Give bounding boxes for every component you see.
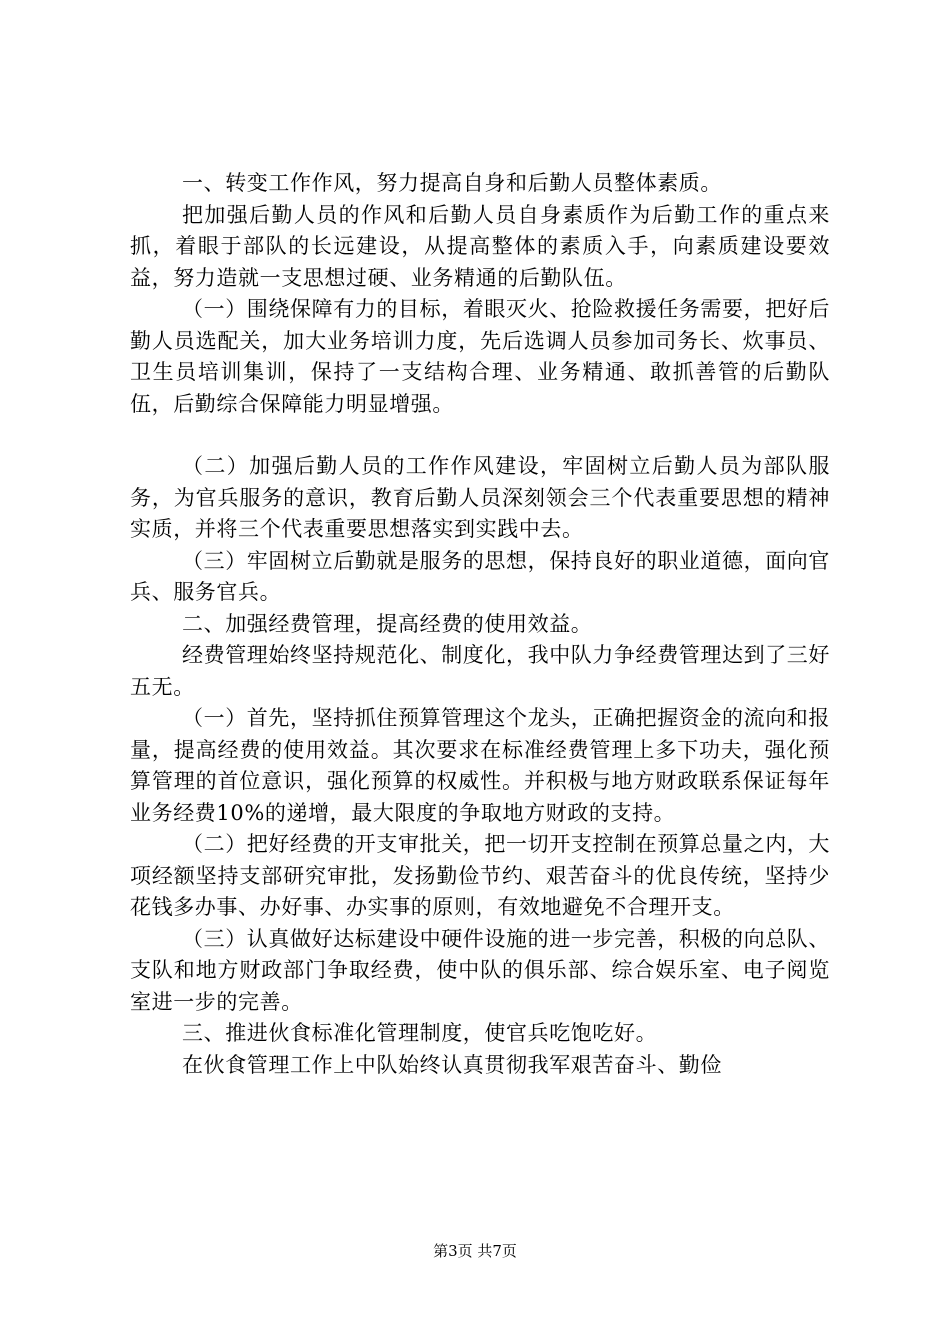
heading-2: 二、加强经费管理，提高经费的使用效益。 <box>182 611 593 636</box>
paragraph: （一）围绕保障有力的目标，着眼灭火、抢险救援任务需要，把好后勤人员选配关，加大业务培训力度，先后选调人员参加司务长、炊事员、卫生员培训集训，保持了一支结构合理、业务精通、敢抓善管的后勤队伍，后勤综合保障能力明显增强。 <box>130 297 830 416</box>
paragraph: （一）首先，坚持抓住预算管理这个龙头，正确把握资金的流向和报量，提高经费的使用效益。其次要求在标准经费管理上多下功夫，强化预算管理的首位意识，强化预算的权威性。并积极与地方财政联系保证每年业务经费10%的递增，最大限度的争取地方财政的支持。 <box>130 706 830 825</box>
paragraph: （二）把好经费的开支审批关，把一切开支控制在预算总量之内，大项经额坚持支部研究审批，发扬勤俭节约、艰苦奋斗的优良传统，坚持少花钱多办事、办好事、办实事的原则，有效地避免不合理开支。 <box>130 832 830 919</box>
paragraph: 把加强后勤人员的作风和后勤人员自身素质作为后勤工作的重点来抓，着眼于部队的长远建设，从提高整体的素质入手，向素质建设要效益，努力造就一支思想过硬、业务精通的后勤队伍。 <box>130 202 830 290</box>
paragraph: 在伙食管理工作上中队始终认真贯彻我军艰苦奋斗、勤俭 <box>182 1052 722 1077</box>
paragraph: 经费管理始终坚持规范化、制度化，我中队力争经费管理达到了三好五无。 <box>130 643 830 699</box>
paragraph: （三）认真做好达标建设中硬件设施的进一步完善，积极的向总队、支队和地方财政部门争取经费，使中队的俱乐部、综合娱乐室、电子阅览室进一步的完善。 <box>130 926 830 1014</box>
page-number: 第3页 共7页 <box>433 1242 517 1260</box>
heading-3: 三、推进伙食标准化管理制度，使官兵吃饱吃好。 <box>182 1021 658 1045</box>
heading-1: 一、转变工作作风，努力提高自身和后勤人员整体素质。 <box>182 171 722 195</box>
paragraph: （二）加强后勤人员的工作作风建设，牢固树立后勤人员为部队服务，为官兵服务的意识，教育后勤人员深刻领会三个代表重要思想的精神实质，并将三个代表重要思想落实到实践中去。 <box>130 454 830 541</box>
paragraph: （三）牢固树立后勤就是服务的思想，保持良好的职业道德，面向官兵、服务官兵。 <box>130 548 830 604</box>
document-body <box>130 168 830 1081</box>
